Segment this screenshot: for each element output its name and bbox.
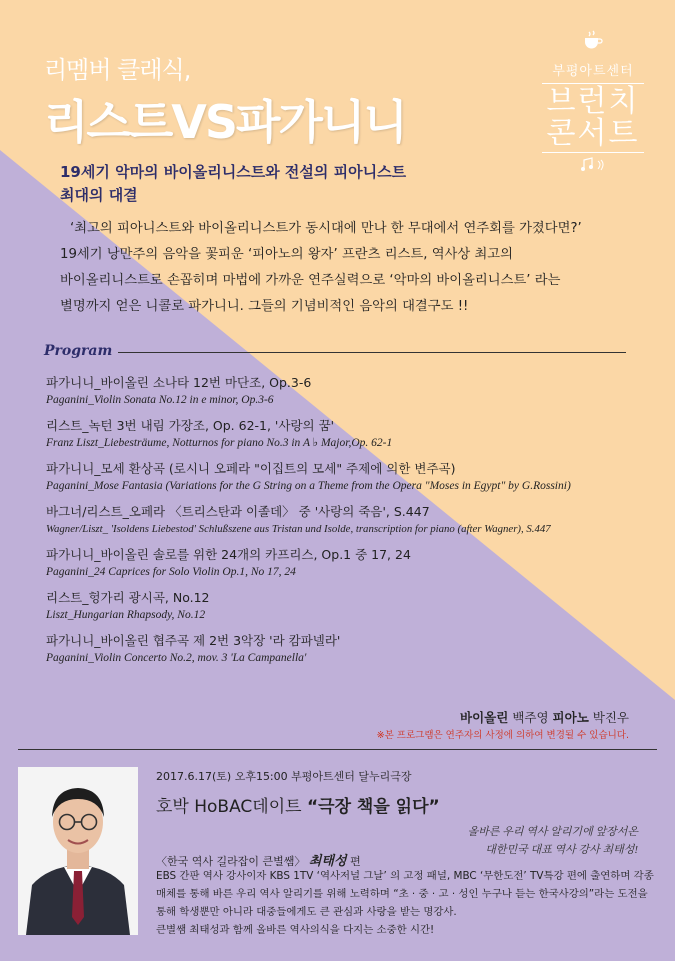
program-item: [46, 373, 646, 408]
violin-name: 백주영: [512, 710, 549, 725]
intro-line3: 바이올리니스트로 손꼽히며 마법에 가까운 연주실력으로 ‘악마의 바이올리니스트’ 라는: [60, 273, 561, 288]
program-item: [46, 631, 646, 666]
badge-org: 부평아트센터: [552, 64, 634, 79]
speaker-photo: [18, 767, 138, 935]
intro-text: [60, 216, 620, 320]
program-item: [46, 416, 646, 451]
section-divider: [18, 749, 657, 750]
lecture-title-prefix: 호박 HoBAC데이트: [156, 797, 302, 817]
program-item-en: Liszt_Hungarian Rhapsody, No.12: [46, 609, 206, 621]
headline-line1: 19세기 악마의 바이올리니스트와 전설의 피아니스트: [60, 163, 407, 181]
bio-line1: EBS 간판 역사 강사이자 KBS 1TV ‘역사저널 그날’ 의 고정 패널, MBC ‘무한도전’ TV특강 편에 출연하며 각종: [156, 870, 654, 882]
intro-line1: ‘최고의 피아니스트와 바이올리니스트가 동시대에 만나 한 무대에서 연주회를 가졌다면?’: [70, 221, 582, 236]
program-item-ko: 바그너/리스트_오페라 〈트리스탄과 이졸데〉 중 '사랑의 죽음', S.447: [46, 504, 430, 519]
speaker-name: 최태성: [308, 854, 347, 869]
lecture-tagline: [438, 823, 638, 859]
program-item-en: Paganini_Violin Concerto No.2, mov. 3 'La Campanella': [46, 652, 307, 664]
speaker-prefix: 〈한국 역사 길라잡이 큰별쌤〉: [156, 855, 306, 868]
speaker-portrait: [18, 767, 138, 935]
program-item-ko: 리스트_녹턴 3번 내림 가장조, Op. 62-1, '사랑의 꿈': [46, 418, 335, 433]
bio-line3: 통해 학생뿐만 아니라 대중들에게도 큰 관심과 사랑을 받는 명강사.: [156, 906, 457, 918]
program-item-ko: 파가니니_바이올린 솔로를 위한 24개의 카프리스, Op.1 중 17, 24: [46, 547, 411, 562]
bio-line2: 매체를 통해 바른 우리 역사 알리기를 위해 노력하며 “초 · 중 · 고 · 성인 누구나 듣는 한국사강의”라는 도전을: [156, 888, 648, 900]
program-item-en: Franz Liszt_Liebesträume, Notturnos for piano No.3 in A ♭ Major,Op. 62-1: [46, 437, 393, 449]
program-item-ko: 리스트_헝가리 광시곡, No.12: [46, 590, 210, 605]
bio-line4: 큰별쌤 최태성과 함께 올바른 역사의식을 다지는 소중한 시간!: [156, 924, 435, 936]
page-title: 리스트VS파가니니: [44, 95, 406, 149]
program-label: Program: [44, 343, 113, 359]
program-item-en: Wagner/Liszt_ 'Isoldens Liebestod' Schlußszene aus Tristan und Isolde, transcription for piano (after Wagner), S.447: [46, 523, 551, 535]
change-notice: ※본 프로그램은 연주자의 사정에 의하여 변경될 수 있습니다.: [376, 730, 629, 741]
intro-line4: 별명까지 얻은 니콜로 파가니니. 그들의 기념비적인 음악의 대결구도 !!: [60, 299, 469, 314]
headline-line2: 최대의 대결: [60, 186, 138, 204]
tagline-line2: 대한민국 대표 역사 강사 최태성!: [485, 844, 638, 856]
lecture-title-main: “극장 책을 읽다”: [306, 797, 440, 817]
program-item: [46, 459, 646, 494]
speaker-bio: [156, 867, 656, 939]
tagline-line1: 올바른 우리 역사 알리기에 앞장서온: [467, 826, 638, 838]
intro-line2: 19세기 낭만주의 음악을 꽃피운 ‘피아노의 왕자’ 프란츠 리스트, 역사상 최고의: [60, 247, 513, 262]
program-item: [46, 545, 646, 580]
program-item-ko: 파가니니_바이올린 소나타 12번 마단조, Op.3-6: [46, 375, 312, 390]
program-list: [46, 373, 646, 674]
performers: [460, 708, 629, 726]
badge-line1: 브런치: [546, 84, 640, 119]
notes-icon: [580, 157, 606, 173]
program-item-en: Paganini_24 Caprices for Solo Violin Op.1, No 17, 24: [46, 566, 296, 578]
speaker-suffix: 편: [350, 855, 361, 868]
cup-icon: [582, 30, 604, 50]
header-subtitle: 리멤버 클래식,: [44, 56, 191, 84]
program-item: [46, 588, 646, 623]
brunch-concert-badge: [534, 30, 652, 177]
headline: [60, 161, 500, 207]
program-item-ko: 파가니니_모세 환상곡 (로시니 오페라 "이집트의 모세" 주제에 의한 변주곡): [46, 461, 456, 476]
program-rule: [118, 352, 626, 353]
lecture-title: [156, 792, 440, 817]
piano-name: 박진우: [592, 710, 629, 725]
program-item-en: Paganini_Violin Sonata No.12 in e minor, Op.3-6: [46, 394, 274, 406]
program-item: [46, 502, 646, 537]
badge-line2: 콘서트: [546, 116, 640, 151]
program-item-en: Paganini_Mose Fantasia (Variations for the G String on a Theme from the Opera "Moses in Egypt" by G.Rossini): [46, 480, 571, 492]
lecture-date: 2017.6.17(토) 오후15:00 부평아트센터 달누리극장: [156, 770, 412, 783]
program-item-ko: 파가니니_바이올린 협주곡 제 2번 3악장 '라 캄파넬라': [46, 633, 341, 648]
violin-label: 바이올린: [460, 710, 509, 725]
piano-label: 피아노: [552, 710, 589, 725]
